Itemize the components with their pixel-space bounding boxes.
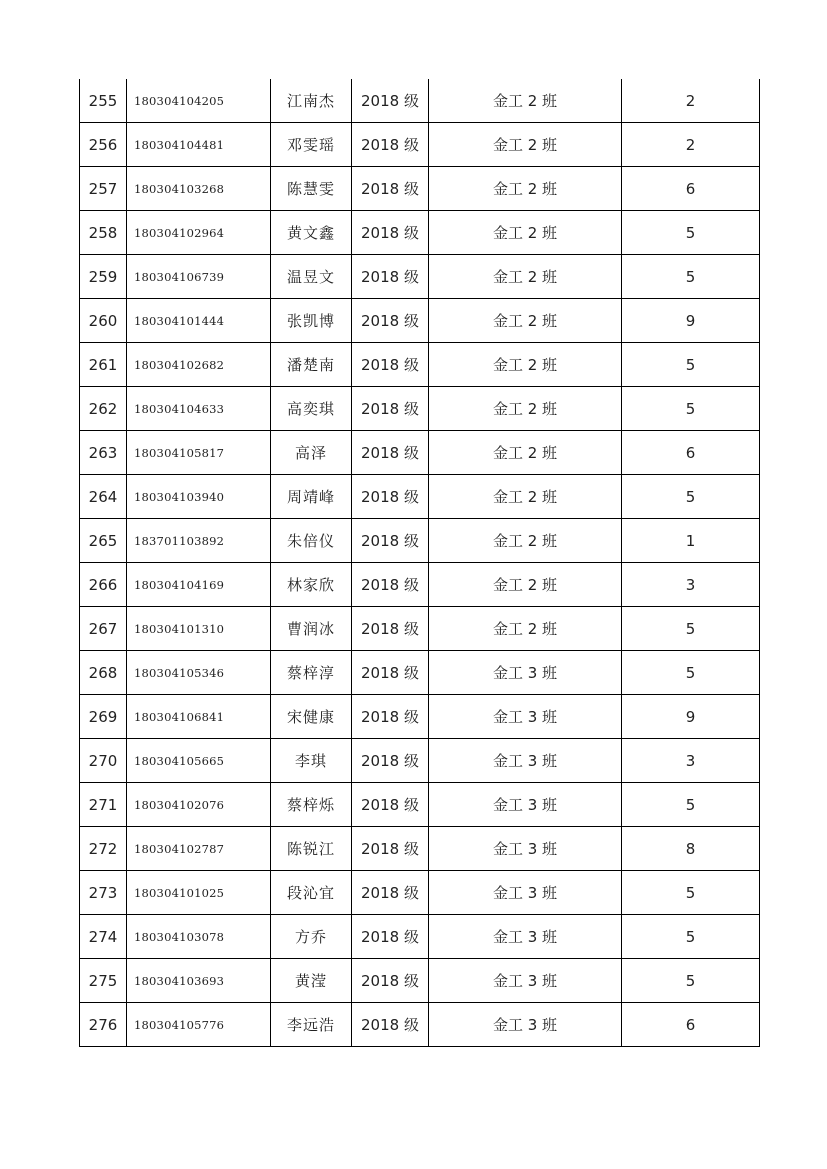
- student-name-cell: 宋健康: [271, 695, 352, 739]
- student-name-cell: 温昱文: [271, 255, 352, 299]
- count-cell: 5: [622, 475, 760, 519]
- class-cell: 金工 2 班: [429, 563, 622, 607]
- student-name-cell: 蔡梓烁: [271, 783, 352, 827]
- grade-cell: 2018 级: [352, 607, 429, 651]
- class-cell: 金工 2 班: [429, 299, 622, 343]
- student-name-cell: 陈慧雯: [271, 167, 352, 211]
- table-row: [80, 607, 760, 651]
- row-number-cell: 273: [80, 871, 127, 915]
- grade-cell: 2018 级: [352, 563, 429, 607]
- table-row: [80, 1003, 760, 1047]
- class-cell: 金工 2 班: [429, 519, 622, 563]
- class-cell: 金工 2 班: [429, 79, 622, 123]
- student-id-cell: 180304102787: [127, 827, 271, 871]
- table-row: [80, 299, 760, 343]
- grade-cell: 2018 级: [352, 431, 429, 475]
- student-id-cell: 180304105776: [127, 1003, 271, 1047]
- table-row: [80, 519, 760, 563]
- grade-cell: 2018 级: [352, 123, 429, 167]
- student-name-cell: 江南杰: [271, 79, 352, 123]
- grade-cell: 2018 级: [352, 79, 429, 123]
- student-name-cell: 朱倍仪: [271, 519, 352, 563]
- class-cell: 金工 2 班: [429, 123, 622, 167]
- class-cell: 金工 3 班: [429, 915, 622, 959]
- table-row: [80, 739, 760, 783]
- student-name-cell: 黄滢: [271, 959, 352, 1003]
- count-cell: 5: [622, 387, 760, 431]
- class-cell: 金工 3 班: [429, 739, 622, 783]
- count-cell: 6: [622, 431, 760, 475]
- student-id-cell: 180304103940: [127, 475, 271, 519]
- grade-cell: 2018 级: [352, 651, 429, 695]
- table-row: [80, 475, 760, 519]
- row-number-cell: 275: [80, 959, 127, 1003]
- row-number-cell: 263: [80, 431, 127, 475]
- grade-cell: 2018 级: [352, 959, 429, 1003]
- grade-cell: 2018 级: [352, 167, 429, 211]
- grade-cell: 2018 级: [352, 1003, 429, 1047]
- row-number-cell: 256: [80, 123, 127, 167]
- student-id-cell: 180304104481: [127, 123, 271, 167]
- grade-cell: 2018 级: [352, 827, 429, 871]
- grade-cell: 2018 级: [352, 299, 429, 343]
- table-row: [80, 959, 760, 1003]
- row-number-cell: 262: [80, 387, 127, 431]
- count-cell: 5: [622, 255, 760, 299]
- row-number-cell: 274: [80, 915, 127, 959]
- student-id-cell: 180304105817: [127, 431, 271, 475]
- class-cell: 金工 3 班: [429, 871, 622, 915]
- student-name-cell: 林家欣: [271, 563, 352, 607]
- count-cell: 9: [622, 299, 760, 343]
- class-cell: 金工 2 班: [429, 211, 622, 255]
- table-row: [80, 343, 760, 387]
- student-name-cell: 段沁宜: [271, 871, 352, 915]
- table-row: [80, 695, 760, 739]
- class-cell: 金工 3 班: [429, 783, 622, 827]
- class-cell: 金工 3 班: [429, 959, 622, 1003]
- student-id-cell: 180304102076: [127, 783, 271, 827]
- table-row: [80, 783, 760, 827]
- class-cell: 金工 3 班: [429, 695, 622, 739]
- student-name-cell: 张凯博: [271, 299, 352, 343]
- student-name-cell: 黄文鑫: [271, 211, 352, 255]
- student-id-cell: 180304102682: [127, 343, 271, 387]
- grade-cell: 2018 级: [352, 343, 429, 387]
- student-name-cell: 周靖峰: [271, 475, 352, 519]
- class-cell: 金工 2 班: [429, 607, 622, 651]
- row-number-cell: 270: [80, 739, 127, 783]
- count-cell: 5: [622, 871, 760, 915]
- class-cell: 金工 2 班: [429, 431, 622, 475]
- student-id-cell: 180304103078: [127, 915, 271, 959]
- row-number-cell: 268: [80, 651, 127, 695]
- count-cell: 5: [622, 959, 760, 1003]
- student-name-cell: 蔡梓淳: [271, 651, 352, 695]
- grade-cell: 2018 级: [352, 915, 429, 959]
- class-cell: 金工 2 班: [429, 255, 622, 299]
- row-number-cell: 259: [80, 255, 127, 299]
- student-name-cell: 高泽: [271, 431, 352, 475]
- student-id-cell: 183701103892: [127, 519, 271, 563]
- grade-cell: 2018 级: [352, 475, 429, 519]
- student-name-cell: 李远浩: [271, 1003, 352, 1047]
- class-cell: 金工 2 班: [429, 475, 622, 519]
- count-cell: 9: [622, 695, 760, 739]
- table-body: [80, 79, 760, 1047]
- student-name-cell: 邓雯瑶: [271, 123, 352, 167]
- row-number-cell: 257: [80, 167, 127, 211]
- table-row: [80, 167, 760, 211]
- student-table: [79, 79, 760, 1047]
- class-cell: 金工 2 班: [429, 387, 622, 431]
- grade-cell: 2018 级: [352, 387, 429, 431]
- count-cell: 8: [622, 827, 760, 871]
- row-number-cell: 258: [80, 211, 127, 255]
- row-number-cell: 264: [80, 475, 127, 519]
- count-cell: 5: [622, 607, 760, 651]
- row-number-cell: 269: [80, 695, 127, 739]
- class-cell: 金工 3 班: [429, 651, 622, 695]
- grade-cell: 2018 级: [352, 871, 429, 915]
- student-id-cell: 180304106739: [127, 255, 271, 299]
- count-cell: 2: [622, 123, 760, 167]
- count-cell: 3: [622, 739, 760, 783]
- table-row: [80, 79, 760, 123]
- class-cell: 金工 2 班: [429, 343, 622, 387]
- row-number-cell: 272: [80, 827, 127, 871]
- count-cell: 6: [622, 167, 760, 211]
- student-name-cell: 陈锐江: [271, 827, 352, 871]
- count-cell: 5: [622, 783, 760, 827]
- row-number-cell: 255: [80, 79, 127, 123]
- grade-cell: 2018 级: [352, 255, 429, 299]
- grade-cell: 2018 级: [352, 695, 429, 739]
- student-id-cell: 180304105346: [127, 651, 271, 695]
- student-id-cell: 180304104169: [127, 563, 271, 607]
- count-cell: 3: [622, 563, 760, 607]
- table-row: [80, 431, 760, 475]
- student-id-cell: 180304103693: [127, 959, 271, 1003]
- grade-cell: 2018 级: [352, 211, 429, 255]
- count-cell: 2: [622, 79, 760, 123]
- row-number-cell: 265: [80, 519, 127, 563]
- table-row: [80, 123, 760, 167]
- student-id-cell: 180304101025: [127, 871, 271, 915]
- table-row: [80, 211, 760, 255]
- table-row: [80, 563, 760, 607]
- row-number-cell: 260: [80, 299, 127, 343]
- student-name-cell: 高奕琪: [271, 387, 352, 431]
- table-row: [80, 255, 760, 299]
- grade-cell: 2018 级: [352, 519, 429, 563]
- row-number-cell: 267: [80, 607, 127, 651]
- student-name-cell: 李琪: [271, 739, 352, 783]
- student-id-cell: 180304101444: [127, 299, 271, 343]
- count-cell: 6: [622, 1003, 760, 1047]
- student-id-cell: 180304106841: [127, 695, 271, 739]
- row-number-cell: 266: [80, 563, 127, 607]
- row-number-cell: 276: [80, 1003, 127, 1047]
- row-number-cell: 271: [80, 783, 127, 827]
- grade-cell: 2018 级: [352, 783, 429, 827]
- grade-cell: 2018 级: [352, 739, 429, 783]
- student-name-cell: 潘楚南: [271, 343, 352, 387]
- table-row: [80, 871, 760, 915]
- table-row: [80, 827, 760, 871]
- table-row: [80, 915, 760, 959]
- class-cell: 金工 3 班: [429, 827, 622, 871]
- table-row: [80, 387, 760, 431]
- student-id-cell: 180304101310: [127, 607, 271, 651]
- count-cell: 5: [622, 915, 760, 959]
- count-cell: 5: [622, 211, 760, 255]
- student-id-cell: 180304105665: [127, 739, 271, 783]
- student-id-cell: 180304102964: [127, 211, 271, 255]
- count-cell: 5: [622, 651, 760, 695]
- student-name-cell: 曹润冰: [271, 607, 352, 651]
- student-name-cell: 方乔: [271, 915, 352, 959]
- student-id-cell: 180304103268: [127, 167, 271, 211]
- count-cell: 5: [622, 343, 760, 387]
- class-cell: 金工 2 班: [429, 167, 622, 211]
- row-number-cell: 261: [80, 343, 127, 387]
- class-cell: 金工 3 班: [429, 1003, 622, 1047]
- student-id-cell: 180304104205: [127, 79, 271, 123]
- table-row: [80, 651, 760, 695]
- count-cell: 1: [622, 519, 760, 563]
- student-id-cell: 180304104633: [127, 387, 271, 431]
